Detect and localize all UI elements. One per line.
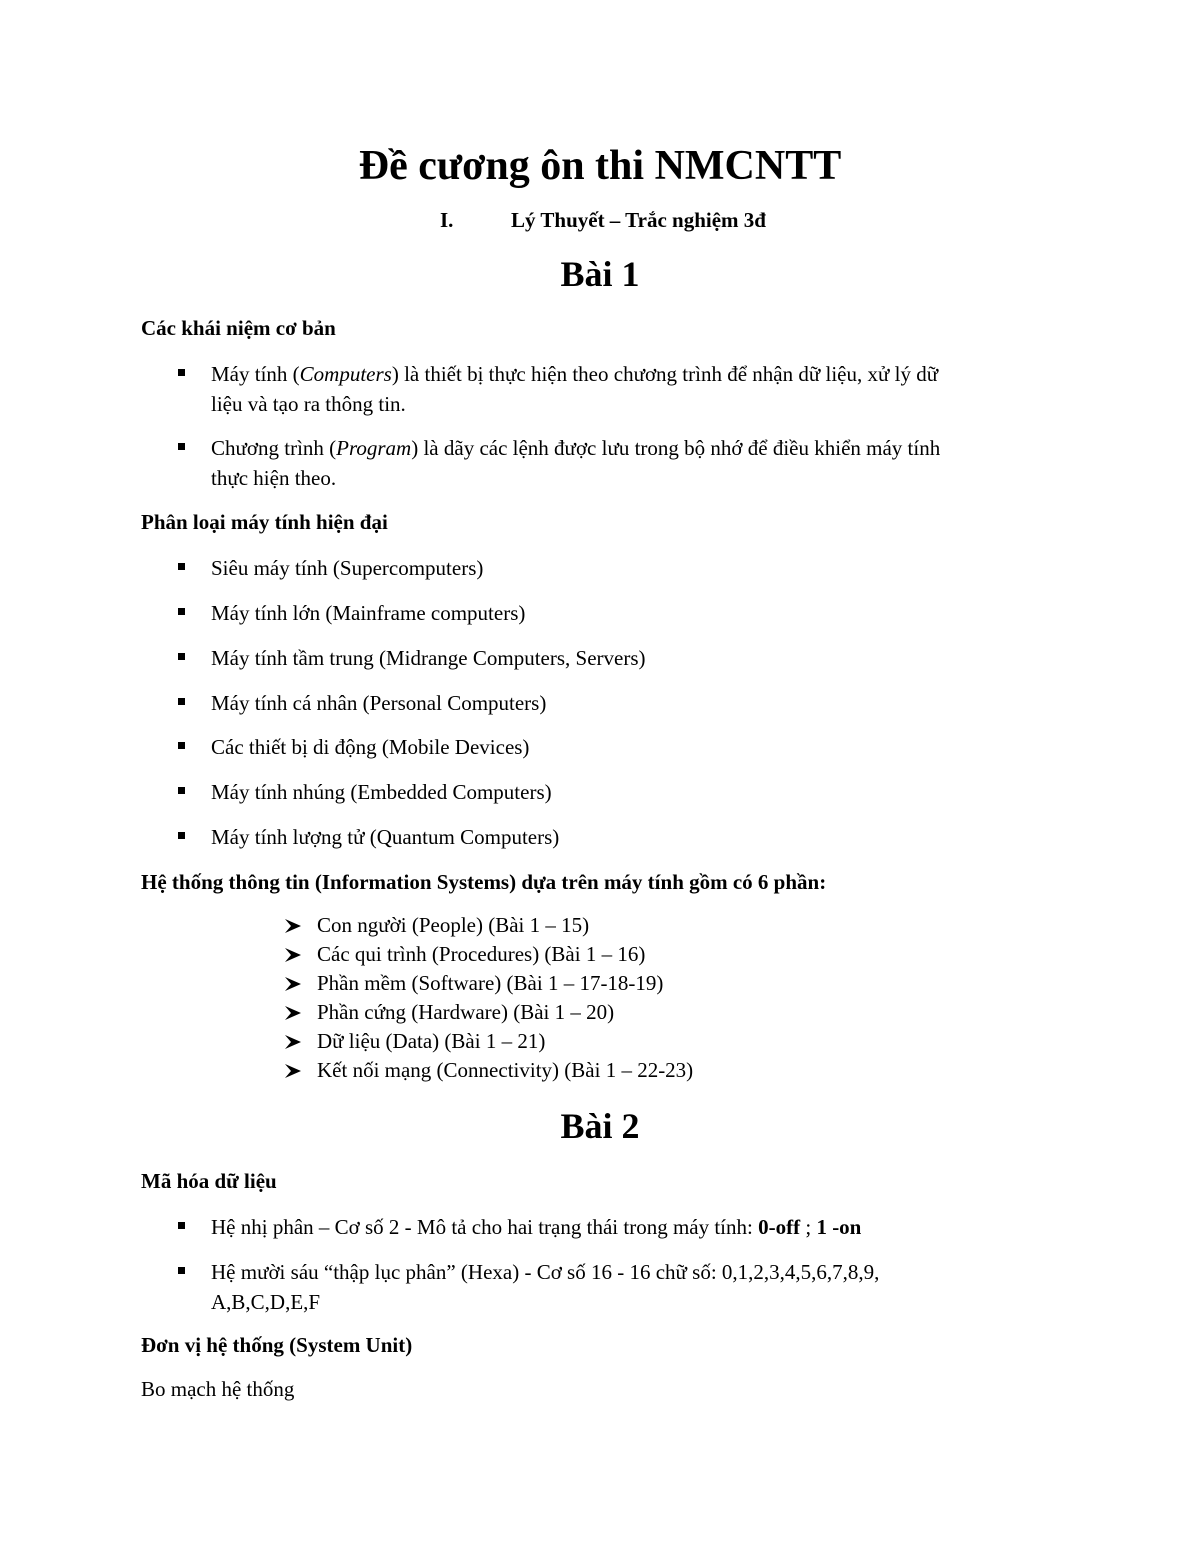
square-bullet-icon	[178, 698, 185, 705]
arrow-bullet-icon	[284, 918, 302, 934]
classification-item: Siêu máy tính (Supercomputers)	[211, 556, 484, 580]
info-systems-heading: Hệ thống thông tin (Information Systems) dựa trên máy tính gồm có 6 phần:	[141, 870, 827, 894]
square-bullet-icon	[178, 563, 185, 570]
arrow-bullet-icon	[284, 1005, 302, 1021]
square-bullet-icon	[178, 1222, 185, 1229]
info-system-item: Phần mềm (Software) (Bài 1 – 17-18-19)	[317, 971, 664, 995]
classification-item: Máy tính lượng tử (Quantum Computers)	[211, 825, 560, 849]
square-bullet-icon	[178, 653, 185, 660]
classification-item: Các thiết bị di động (Mobile Devices)	[211, 735, 530, 759]
system-unit-text: Bo mạch hệ thống	[141, 1377, 295, 1401]
square-bullet-icon	[178, 1267, 185, 1274]
part-number: I.	[440, 208, 454, 232]
encoding-hexa-cont: A,B,C,D,E,F	[211, 1290, 321, 1314]
classification-item: Máy tính lớn (Mainframe computers)	[211, 601, 526, 625]
info-system-item: Con người (People) (Bài 1 – 15)	[317, 913, 590, 937]
info-system-item: Phần cứng (Hardware) (Bài 1 – 20)	[317, 1000, 615, 1024]
part-label: Lý Thuyết – Trắc nghiệm 3đ	[511, 208, 766, 232]
classification-item: Máy tính cá nhân (Personal Computers)	[211, 691, 547, 715]
concepts-heading: Các khái niệm cơ bản	[141, 316, 336, 340]
arrow-bullet-icon	[284, 1034, 302, 1050]
classification-item: Máy tính tầm trung (Midrange Computers, Servers)	[211, 646, 646, 670]
info-system-item: Kết nối mạng (Connectivity) (Bài 1 – 22-23)	[317, 1058, 694, 1082]
page-title: Đề cương ôn thi NMCNTT	[358, 143, 842, 189]
encoding-hexa: Hệ mười sáu “thập lục phân” (Hexa) - Cơ số 16 - 16 chữ số: 0,1,2,3,4,5,6,7,8,9,	[211, 1260, 880, 1284]
square-bullet-icon	[178, 742, 185, 749]
encoding-heading: Mã hóa dữ liệu	[141, 1169, 277, 1193]
bai2-heading: Bài 2	[560, 1106, 640, 1146]
classification-heading: Phân loại máy tính hiện đại	[141, 510, 388, 534]
concept-computer-cont: liệu và tạo ra thông tin.	[211, 392, 406, 416]
square-bullet-icon	[178, 787, 185, 794]
classification-item: Máy tính nhúng (Embedded Computers)	[211, 780, 552, 804]
arrow-bullet-icon	[284, 1063, 302, 1079]
system-unit-heading: Đơn vị hệ thống (System Unit)	[141, 1333, 413, 1357]
concept-program: Chương trình (Program) là dãy các lệnh được lưu trong bộ nhớ để điều khiển máy tính	[211, 436, 941, 460]
concept-computer: Máy tính (Computers) là thiết bị thực hiện theo chương trình để nhận dữ liệu, xử lý dữ	[211, 362, 939, 386]
encoding-binary: Hệ nhị phân – Cơ số 2 - Mô tả cho hai trạng thái trong máy tính: 0-off ; 1 -on	[211, 1215, 862, 1239]
info-system-item: Các qui trình (Procedures) (Bài 1 – 16)	[317, 942, 646, 966]
bai1-heading: Bài 1	[560, 254, 640, 294]
arrow-bullet-icon	[284, 976, 302, 992]
arrow-bullet-icon	[284, 947, 302, 963]
concept-program-cont: thực hiện theo.	[211, 466, 337, 490]
square-bullet-icon	[178, 608, 185, 615]
square-bullet-icon	[178, 443, 185, 450]
info-system-item: Dữ liệu (Data) (Bài 1 – 21)	[317, 1029, 546, 1053]
square-bullet-icon	[178, 832, 185, 839]
square-bullet-icon	[178, 369, 185, 376]
